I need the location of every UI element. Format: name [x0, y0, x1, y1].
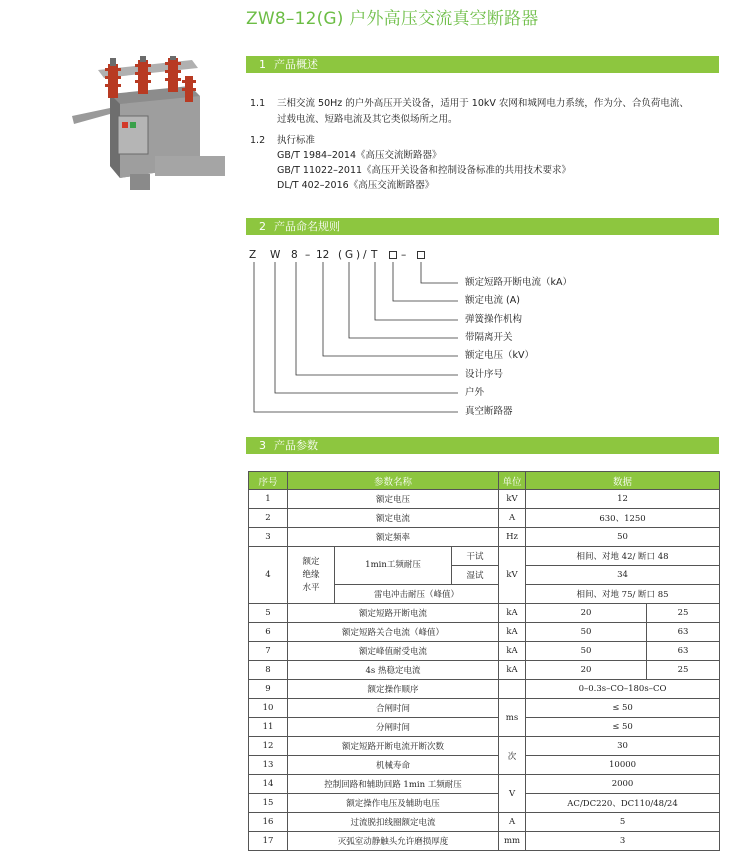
cell-name: 额定短路开断电流 — [288, 604, 499, 623]
cell-group-insulation: 额定绝缘水平 — [288, 547, 335, 604]
section-header-parameters — [246, 437, 719, 454]
cell-unit: kV — [499, 490, 526, 509]
cell-no: 9 — [249, 680, 288, 699]
cell-value: 相间、对地 42/ 断口 48 — [526, 547, 720, 566]
code-char: 8 — [291, 249, 298, 261]
section-label: 产品参数 — [274, 439, 318, 452]
cell-value-b: 25 — [647, 604, 720, 623]
cell-unit: A — [499, 813, 526, 832]
cell-no: 17 — [249, 832, 288, 851]
cell-name: 额定频率 — [288, 528, 499, 547]
cell-value: 30 — [526, 737, 720, 756]
table-row — [249, 509, 720, 528]
cell-value: 相间、对地 75/ 断口 85 — [526, 585, 720, 604]
naming-label: 弹簧操作机构 — [465, 314, 523, 325]
cell-dry-test: 干试 — [452, 547, 499, 566]
cell-name: 4s 热稳定电流 — [288, 661, 499, 680]
table-row — [249, 794, 720, 813]
parameters-table — [248, 471, 720, 851]
cell-name: 灭弧室动静触头允许磨损厚度 — [288, 832, 499, 851]
cell-no: 8 — [249, 661, 288, 680]
cell-no: 2 — [249, 509, 288, 528]
code-char: ) — [356, 249, 361, 261]
cell-lightning-impulse: 雷电冲击耐压（峰值） — [335, 585, 499, 604]
header-name: 参数名称 — [288, 472, 499, 490]
connector-line — [275, 262, 458, 393]
overview-text-line: 三相交流 50Hz 的户外高压开关设备，适用于 10kV 农网和城网电力系统，作为分、合负荷电流、 — [277, 98, 689, 109]
code-char: 12 — [316, 249, 330, 261]
cell-value: 3 — [526, 832, 720, 851]
naming-label: 真空断路器 — [465, 406, 513, 417]
overview-text-line: 过载电流、短路电流及其它类似场所之用。 — [277, 114, 458, 125]
cell-no: 6 — [249, 623, 288, 642]
table-row — [249, 547, 720, 566]
cell-name: 额定操作顺序 — [288, 680, 499, 699]
table-row — [249, 528, 720, 547]
code-char: – — [305, 249, 311, 261]
cell-no: 16 — [249, 813, 288, 832]
cell-no: 3 — [249, 528, 288, 547]
code-char: G — [345, 249, 354, 261]
cell-no: 11 — [249, 718, 288, 737]
table-row — [249, 699, 720, 718]
cell-no: 15 — [249, 794, 288, 813]
cell-value-a: 20 — [526, 604, 647, 623]
standards-heading: 执行标准 — [277, 135, 316, 146]
naming-label: 带隔离开关 — [465, 332, 513, 343]
cell-name: 过流脱扣线圈额定电流 — [288, 813, 499, 832]
cell-no: 7 — [249, 642, 288, 661]
connector-line — [393, 262, 458, 301]
table-header-row — [249, 472, 720, 490]
cell-name: 分闸时间 — [288, 718, 499, 737]
header-unit: 单位 — [499, 472, 526, 490]
page-title: ZW8–12(G) 户外高压交流真空断路器 — [246, 9, 539, 29]
cell-unit: kA — [499, 604, 526, 623]
code-char: / — [363, 249, 367, 261]
cell-name: 控制回路和辅助回路 1min 工频耐压 — [288, 775, 499, 794]
standard-item: GB/T 11022–2011《高压开关设备和控制设备标准的共用技术要求》 — [277, 165, 572, 176]
cell-unit: V — [499, 775, 526, 813]
section-label: 产品命名规则 — [274, 220, 340, 233]
cell-name: 额定电压 — [288, 490, 499, 509]
naming-label: 设计序号 — [465, 369, 504, 380]
table-row — [249, 756, 720, 775]
code-char: ( — [338, 249, 343, 261]
cell-value: 50 — [526, 528, 720, 547]
connector-line — [421, 262, 458, 283]
naming-label: 额定电流 (A) — [465, 295, 520, 306]
cell-no: 10 — [249, 699, 288, 718]
cell-value: ≤ 50 — [526, 699, 720, 718]
cell-unit: kA — [499, 623, 526, 642]
cell-unit: mm — [499, 832, 526, 851]
connector-line — [375, 262, 458, 320]
cell-value-a: 50 — [526, 623, 647, 642]
standard-item: GB/T 1984–2014《高压交流断路器》 — [277, 150, 442, 161]
header-data: 数据 — [526, 472, 720, 490]
cell-value-a: 50 — [526, 642, 647, 661]
cell-unit: kV — [499, 547, 526, 604]
cell-no: 4 — [249, 547, 288, 604]
cell-power-freq-withstand: 1min工频耐压 — [335, 547, 452, 585]
cell-name: 合闸时间 — [288, 699, 499, 718]
cell-name: 额定短路开断电流开断次数 — [288, 737, 499, 756]
table-row — [249, 680, 720, 699]
table-row — [249, 832, 720, 851]
cell-value-b: 63 — [647, 623, 720, 642]
naming-label: 户外 — [465, 387, 485, 398]
table-row — [249, 642, 720, 661]
cell-value: 34 — [526, 566, 720, 585]
table-row — [249, 737, 720, 756]
cell-wet-test: 湿试 — [452, 566, 499, 585]
cell-value: AC/DC220、DC110/48/24 — [526, 794, 720, 813]
cell-unit: kA — [499, 642, 526, 661]
section-number: 1 — [259, 58, 266, 71]
section-label: 产品概述 — [274, 58, 318, 71]
cell-value: ≤ 50 — [526, 718, 720, 737]
section-number: 2 — [259, 220, 266, 233]
table-row — [249, 718, 720, 737]
table-row — [249, 604, 720, 623]
table-row — [249, 813, 720, 832]
cell-value: 0–0.3s–CO–180s–CO — [526, 680, 720, 699]
code-char: – — [401, 249, 407, 261]
naming-label: 额定短路开断电流（kA） — [465, 277, 573, 288]
connector-line — [323, 262, 458, 356]
standard-item: DL/T 402–2016《高压交流断路器》 — [277, 180, 435, 191]
cell-name: 额定电流 — [288, 509, 499, 528]
cell-value: 2000 — [526, 775, 720, 794]
code-char: T — [371, 249, 378, 261]
table-row — [249, 623, 720, 642]
connector-line — [254, 262, 458, 412]
cell-name: 额定峰值耐受电流 — [288, 642, 499, 661]
cell-unit: 次 — [499, 737, 526, 775]
cell-value: 630、1250 — [526, 509, 720, 528]
cell-unit: kA — [499, 661, 526, 680]
cell-no: 5 — [249, 604, 288, 623]
cell-no: 14 — [249, 775, 288, 794]
code-char: W — [270, 249, 281, 261]
cell-value-b: 25 — [647, 661, 720, 680]
cell-name: 额定操作电压及辅助电压 — [288, 794, 499, 813]
cell-no: 12 — [249, 737, 288, 756]
cell-unit: Hz — [499, 528, 526, 547]
section-number: 3 — [259, 439, 266, 452]
cell-value: 5 — [526, 813, 720, 832]
table-row — [249, 661, 720, 680]
cell-unit: A — [499, 509, 526, 528]
naming-label: 额定电压（kV） — [465, 350, 535, 361]
connector-line — [296, 262, 458, 375]
header-no: 序号 — [249, 472, 288, 490]
cell-value: 12 — [526, 490, 720, 509]
item-number: 1.1 — [250, 98, 266, 109]
item-number: 1.2 — [250, 135, 266, 146]
table-row — [249, 490, 720, 509]
cell-unit: ms — [499, 699, 526, 737]
cell-name: 额定短路关合电流（峰值） — [288, 623, 499, 642]
table-row — [249, 775, 720, 794]
cell-name: 机械寿命 — [288, 756, 499, 775]
code-char: Z — [249, 249, 257, 261]
cell-value-a: 20 — [526, 661, 647, 680]
cell-no: 1 — [249, 490, 288, 509]
cell-value-b: 63 — [647, 642, 720, 661]
cell-value: 10000 — [526, 756, 720, 775]
cell-no: 13 — [249, 756, 288, 775]
connector-line — [349, 262, 458, 338]
cell-unit — [499, 680, 526, 699]
